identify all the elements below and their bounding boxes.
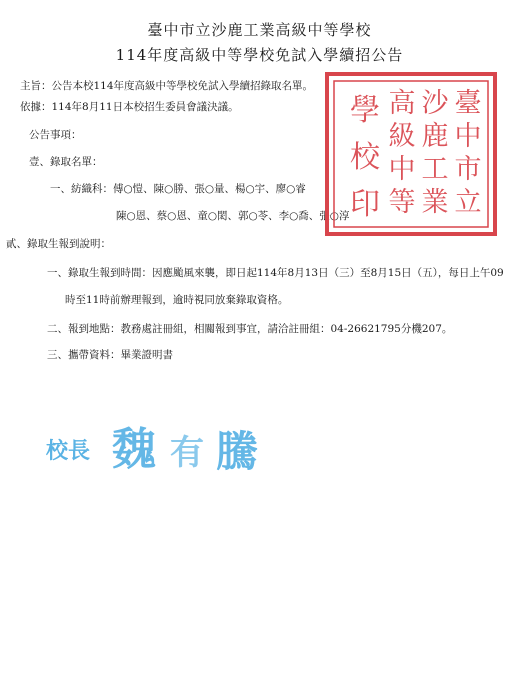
items-heading: 公告事項： [29,129,82,141]
svg-text:級: 級 [388,121,416,152]
section2-heading: 貳、錄取生報到說明： [6,238,111,250]
svg-text:騰: 騰 [216,427,259,476]
admission-names-line1: 一、紡織科：傅○愷、陳○勝、張○量、楊○宇、廖○睿 [50,183,306,195]
svg-text:臺: 臺 [454,88,482,119]
svg-text:中: 中 [454,121,482,152]
svg-text:高: 高 [388,88,416,119]
svg-text:學: 學 [350,93,380,128]
svg-text:校: 校 [350,140,380,175]
svg-text:市: 市 [454,154,482,185]
materials-line: 三、攜帶資料：畢業證明書 [47,349,173,361]
basis-line: 依據：114年8月11日本校招生委員會議決議。 [20,101,239,113]
svg-text:等: 等 [388,187,416,218]
school-seal [325,72,497,236]
svg-text:鹿: 鹿 [421,121,449,152]
notice-title: 114年度高級中等學校免試入學續招公告 [115,46,404,64]
svg-text:中: 中 [388,154,416,185]
report-location-line: 二、報到地點：教務處註冊組，相關報到事宜，請洽註冊組：04-26621795分機207。 [47,323,453,335]
report-time-line2: 時至11時前辦理報到，逾時視同放棄錄取資格。 [65,294,289,306]
svg-text:魏: 魏 [112,424,156,475]
svg-text:工: 工 [421,154,449,185]
school-name: 臺中市立沙鹿工業高級中等學校 [147,21,372,39]
report-time-line1: 一、錄取生報到時間：因應颱風來襲，即日起114年8月13日（三）至8月15日（五），每日上午09 [47,267,504,279]
admission-names-line2: 陳○恩、蔡○恩、童○閎、郭○苓、李○喬、張○淳 [116,210,350,222]
section1-heading: 壹、錄取名單： [29,156,103,168]
svg-text:立: 立 [454,187,482,218]
principal-signature [44,410,284,480]
svg-text:有: 有 [170,433,204,473]
svg-text:校長: 校長 [46,438,91,464]
svg-text:業: 業 [421,187,449,218]
subject-line: 主旨：公告本校114年度高級中等學校免試入學續招錄取名單。 [20,80,314,92]
svg-text:沙: 沙 [421,88,449,119]
svg-text:印: 印 [350,187,380,222]
